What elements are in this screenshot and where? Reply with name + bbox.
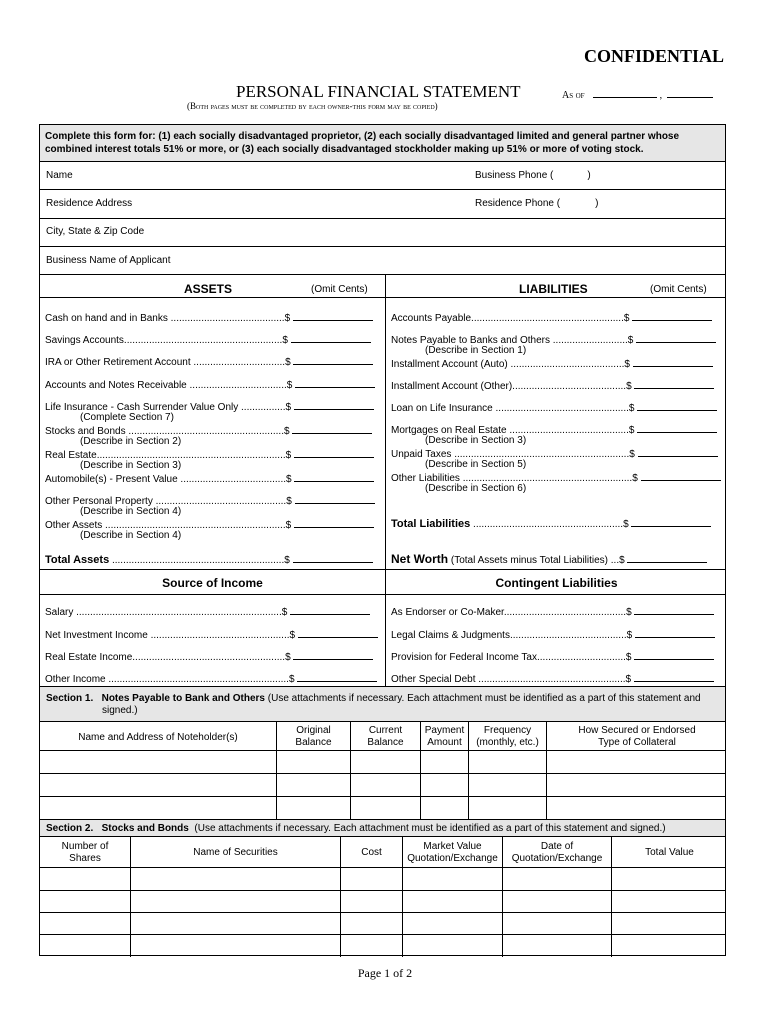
business-phone-label: Business Phone ( xyxy=(475,170,554,181)
form-title: PERSONAL FINANCIAL STATEMENT xyxy=(236,82,521,101)
s2-table-row[interactable] xyxy=(40,868,727,890)
intro-line-2: combined interest totals 51% or more, or (3) each socially disadvantaged stockholder making up 51% or more of voting stock. xyxy=(45,144,644,155)
s2-col-cost: Cost xyxy=(361,847,382,858)
liab-unpaid-taxes-note: (Describe in Section 5) xyxy=(425,459,527,470)
asset-ira-input[interactable] xyxy=(293,355,373,365)
confidential-label: CONFIDENTIAL xyxy=(583,46,724,66)
residence-phone-close: ) xyxy=(595,198,599,209)
asset-savings: Savings Accounts.........................................................$ xyxy=(45,333,371,347)
liab-mortgages-note: (Describe in Section 3) xyxy=(425,435,527,446)
s1-col-frequency: Frequency (monthly, etc.) xyxy=(476,725,539,748)
income-heading: Source of Income xyxy=(162,576,263,590)
s1-table-row[interactable] xyxy=(40,774,727,796)
page-number: Page 1 of 2 xyxy=(357,966,413,980)
net-worth-input[interactable] xyxy=(627,553,707,563)
liab-other: Other Liabilities .............................................................$ xyxy=(391,471,721,485)
residence-phone-field[interactable] xyxy=(475,198,598,210)
liab-installment-other-input[interactable] xyxy=(634,379,714,389)
asset-stocks-note: (Describe in Section 2) xyxy=(80,436,182,447)
intro-line-1: Complete this form for: (1) each socially disadvantaged proprietor, (2) each socially disadvantaged limited and general partner whose xyxy=(45,131,680,142)
liab-notes-payable-input[interactable] xyxy=(636,333,716,343)
asset-ira: IRA or Other Retirement Account .................................$ xyxy=(45,355,373,369)
contingent-special: Other Special Debt .....................................................$ xyxy=(391,672,714,686)
income-investment: Net Investment Income ..................................................$ xyxy=(45,628,378,642)
s1-col-name: Name and Address of Noteholder(s) xyxy=(78,732,238,743)
s1-table-row[interactable] xyxy=(40,751,727,773)
asset-real-estate: Real Estate....................................................................$ xyxy=(45,448,374,462)
as-of-date-field[interactable] xyxy=(593,89,657,98)
form-subtitle: (Both pages must be completed by each owner-this form may be copied) xyxy=(187,101,438,111)
s1-col-secured: How Secured or Endorsed Type of Collateral xyxy=(578,725,696,748)
liab-accounts-payable: Accounts Payable.......................................................$ xyxy=(391,311,712,325)
contingent-endorser-input[interactable] xyxy=(634,605,714,615)
financial-statement-form xyxy=(39,124,726,956)
asset-life-insurance-input[interactable] xyxy=(294,400,374,410)
s2-col-date: Date of Quotation/Exchange xyxy=(511,841,603,864)
asset-cash: Cash on hand and in Banks .........................................$ xyxy=(45,311,373,325)
asset-other-assets: Other Assets .................................................................$ xyxy=(45,518,374,532)
asset-life-insurance: Life Insurance - Cash Surrender Value Only ................$ xyxy=(45,400,374,414)
name-field[interactable]: Name xyxy=(46,170,73,181)
asset-cash-input[interactable] xyxy=(293,311,373,321)
as-of-comma: , xyxy=(659,90,663,101)
s2-col-market: Market Value Quotation/Exchange xyxy=(407,841,498,864)
section-1-line-1: Section 1. Notes Payable to Bank and Others (Use attachments if necessary. Each attachment must be identified as a part of this statement and xyxy=(46,693,701,704)
income-other: Other Income .................................................................$ xyxy=(45,672,377,686)
liab-loan-life: Loan on Life Insurance ................................................$ xyxy=(391,401,717,415)
as-of-date xyxy=(562,89,713,101)
income-salary: Salary ..........................................................................$ xyxy=(45,605,370,619)
liab-unpaid-taxes: Unpaid Taxes ...............................................................$ xyxy=(391,447,718,461)
liab-unpaid-taxes-input[interactable] xyxy=(638,447,718,457)
liab-accounts-payable-input[interactable] xyxy=(632,311,712,321)
business-phone-close: ) xyxy=(587,170,591,181)
liab-mortgages-input[interactable] xyxy=(637,423,717,433)
asset-other-property-note: (Describe in Section 4) xyxy=(80,506,182,517)
contingent-provision-input[interactable] xyxy=(634,650,714,660)
income-other-input[interactable] xyxy=(297,672,377,682)
contingent-special-input[interactable] xyxy=(634,672,714,682)
asset-other-assets-input[interactable] xyxy=(294,518,374,528)
income-investment-input[interactable] xyxy=(298,628,378,638)
residence-phone-label: Residence Phone ( xyxy=(475,198,561,209)
liab-mortgages: Mortgages on Real Estate ...........................................$ xyxy=(391,423,717,437)
liab-notes-payable: Notes Payable to Banks and Others ...........................$ xyxy=(391,333,716,347)
liabilities-heading: LIABILITIES xyxy=(519,282,588,296)
asset-automobile-input[interactable] xyxy=(294,472,374,482)
asset-other-assets-note: (Describe in Section 4) xyxy=(80,530,182,541)
total-liabilities: Total Liabilities ......................................................$ xyxy=(391,517,711,531)
liab-installment-auto-input[interactable] xyxy=(633,357,713,367)
liab-other-input[interactable] xyxy=(641,471,721,481)
s2-col-total: Total Value xyxy=(645,847,694,858)
asset-notes-receivable: Accounts and Notes Receivable ...................................$ xyxy=(45,378,375,392)
asset-stocks: Stocks and Bonds ........................................................$ xyxy=(45,424,372,438)
total-liabilities-input[interactable] xyxy=(631,517,711,527)
asset-life-insurance-note: (Complete Section 7) xyxy=(80,412,174,423)
assets-omit-cents: (Omit Cents) xyxy=(311,284,368,295)
s2-table-row[interactable] xyxy=(40,913,727,934)
residence-address-field[interactable]: Residence Address xyxy=(46,198,133,209)
liab-installment-auto: Installment Account (Auto) .........................................$ xyxy=(391,357,713,371)
income-real-estate: Real Estate Income.......................................................$ xyxy=(45,650,373,664)
contingent-endorser: As Endorser or Co-Maker............................................$ xyxy=(391,605,714,619)
contingent-legal-input[interactable] xyxy=(635,628,715,638)
business-phone-field[interactable] xyxy=(475,170,591,182)
asset-notes-receivable-input[interactable] xyxy=(295,378,375,388)
liab-notes-payable-note: (Describe in Section 1) xyxy=(425,345,527,356)
assets-heading: ASSETS xyxy=(184,282,233,296)
s1-col-original: Original Balance xyxy=(295,725,332,748)
liabilities-omit-cents: (Omit Cents) xyxy=(650,284,707,295)
section-2-line: Section 2. Stocks and Bonds (Use attachments if necessary. Each attachment must be identified as a part of this statement and signed.) xyxy=(46,823,666,834)
s1-table-row[interactable] xyxy=(40,797,727,819)
asset-stocks-input[interactable] xyxy=(292,424,372,434)
asset-automobile: Automobile(s) - Present Value ......................................$ xyxy=(45,472,374,486)
column-divider xyxy=(385,274,386,569)
income-real-estate-input[interactable] xyxy=(293,650,373,660)
asset-real-estate-input[interactable] xyxy=(294,448,374,458)
liab-installment-other: Installment Account (Other).........................................$ xyxy=(391,379,714,393)
liab-other-note: (Describe in Section 6) xyxy=(425,483,527,494)
total-assets: Total Assets ..............................................................$ xyxy=(45,553,373,567)
total-assets-input[interactable] xyxy=(293,553,373,563)
section-1-line-2: signed.) xyxy=(102,705,138,716)
asset-other-property-input[interactable] xyxy=(295,494,375,504)
s1-col-current: Current Balance xyxy=(367,725,404,748)
s2-col-shares: Number of Shares xyxy=(61,841,109,864)
city-state-zip-field[interactable]: City, State & Zip Code xyxy=(46,226,145,237)
asset-other-property: Other Personal Property ...............................................$ xyxy=(45,494,375,508)
s2-table-row[interactable] xyxy=(40,891,727,912)
contingent-heading: Contingent Liabilities xyxy=(495,576,618,590)
net-worth: Net Worth (Total Assets minus Total Liabilities) ...$ xyxy=(391,553,707,567)
contingent-legal: Legal Claims & Judgments..........................................$ xyxy=(391,628,715,642)
business-name-field[interactable]: Business Name of Applicant xyxy=(46,255,171,266)
income-salary-input[interactable] xyxy=(290,605,370,615)
income-column-divider xyxy=(385,569,386,686)
liab-loan-life-input[interactable] xyxy=(637,401,717,411)
s2-table-row[interactable] xyxy=(40,935,727,956)
as-of-year-field[interactable] xyxy=(667,89,713,98)
s1-col-payment: Payment Amount xyxy=(424,725,465,748)
asset-savings-input[interactable] xyxy=(291,333,371,343)
s2-col-securities: Name of Securities xyxy=(193,847,278,858)
as-of-label: As of xyxy=(562,90,585,101)
asset-real-estate-note: (Describe in Section 3) xyxy=(80,460,182,471)
contingent-provision: Provision for Federal Income Tax................................$ xyxy=(391,650,714,664)
